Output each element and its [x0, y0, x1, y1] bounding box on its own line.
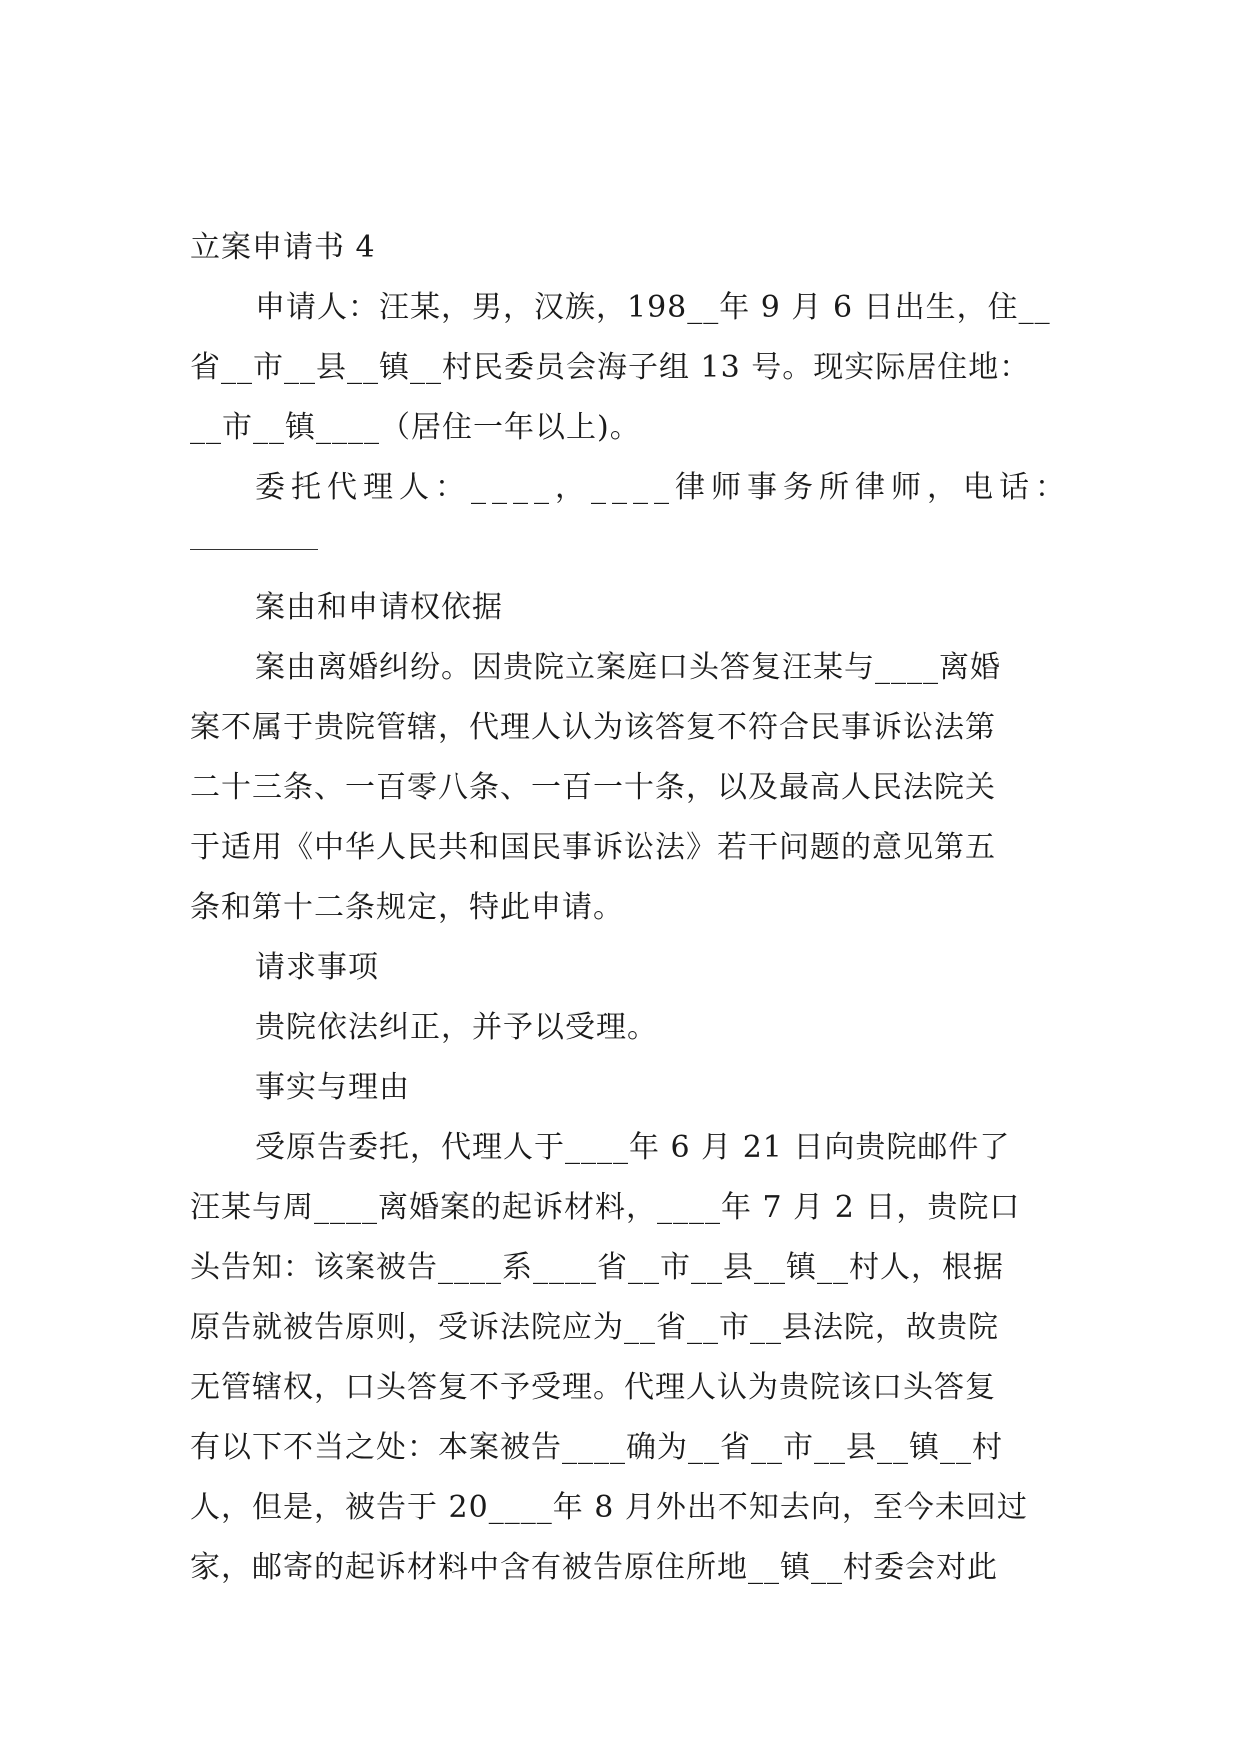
phone-blank [190, 548, 318, 550]
facts-line: 人，但是，被告于 20____年 8 月外出不知去向，至今未回过 [190, 1490, 1028, 1525]
case-basis-line: 案由离婚纠纷。因贵院立案庭口头答复汪某与____离婚 [255, 650, 1001, 685]
phone-blank-line [190, 518, 1052, 578]
applicant-line: 省__市__县__镇__村民委员会海子组 13 号。现实际居住地： [190, 350, 1031, 385]
case-basis-line: 于适用《中华人民共和国民事诉讼法》若干问题的意见第五 [190, 830, 996, 865]
section-heading-request: 请求事项 [255, 950, 379, 985]
request-line: 贵院依法纠正，并予以受理。 [255, 1010, 658, 1045]
case-basis-line: 二十三条、一百零八条、一百一十条，以及最高人民法院关 [190, 770, 996, 805]
facts-line: 受原告委托，代理人于____年 6 月 21 日向贵院邮件了 [255, 1130, 1011, 1165]
section-heading-case-basis: 案由和申请权依据 [255, 590, 503, 625]
agent-line: 委托代理人：____，____律师事务所律师，电话： [255, 470, 1071, 505]
facts-line: 家，邮寄的起诉材料中含有被告原住所地__镇__村委会对此 [190, 1550, 998, 1585]
facts-line: 无管辖权，口头答复不予受理。代理人认为贵院该口头答复 [190, 1370, 996, 1405]
case-basis-line: 条和第十二条规定，特此申请。 [190, 890, 624, 925]
applicant-line: __市__镇____（居住一年以上)。 [190, 410, 641, 445]
facts-line: 有以下不当之处：本案被告____确为__省__市__县__镇__村 [190, 1430, 1003, 1465]
applicant-line: 申请人：汪某，男，汉族，198__年 9 月 6 日出生，住__ [255, 290, 1051, 325]
facts-line: 原告就被告原则，受诉法院应为__省__市__县法院，故贵院 [190, 1310, 999, 1345]
section-heading-facts: 事实与理由 [255, 1070, 410, 1105]
facts-line: 汪某与周____离婚案的起诉材料，____年 7 月 2 日，贵院口 [190, 1190, 1021, 1225]
facts-line: 头告知：该案被告____系____省__市__县__镇__村人，根据 [190, 1250, 1004, 1285]
document-body [190, 218, 1071, 1598]
case-basis-line: 案不属于贵院管辖，代理人认为该答复不符合民事诉讼法第 [190, 710, 996, 745]
document-title: 立案申请书 4 [190, 230, 376, 265]
